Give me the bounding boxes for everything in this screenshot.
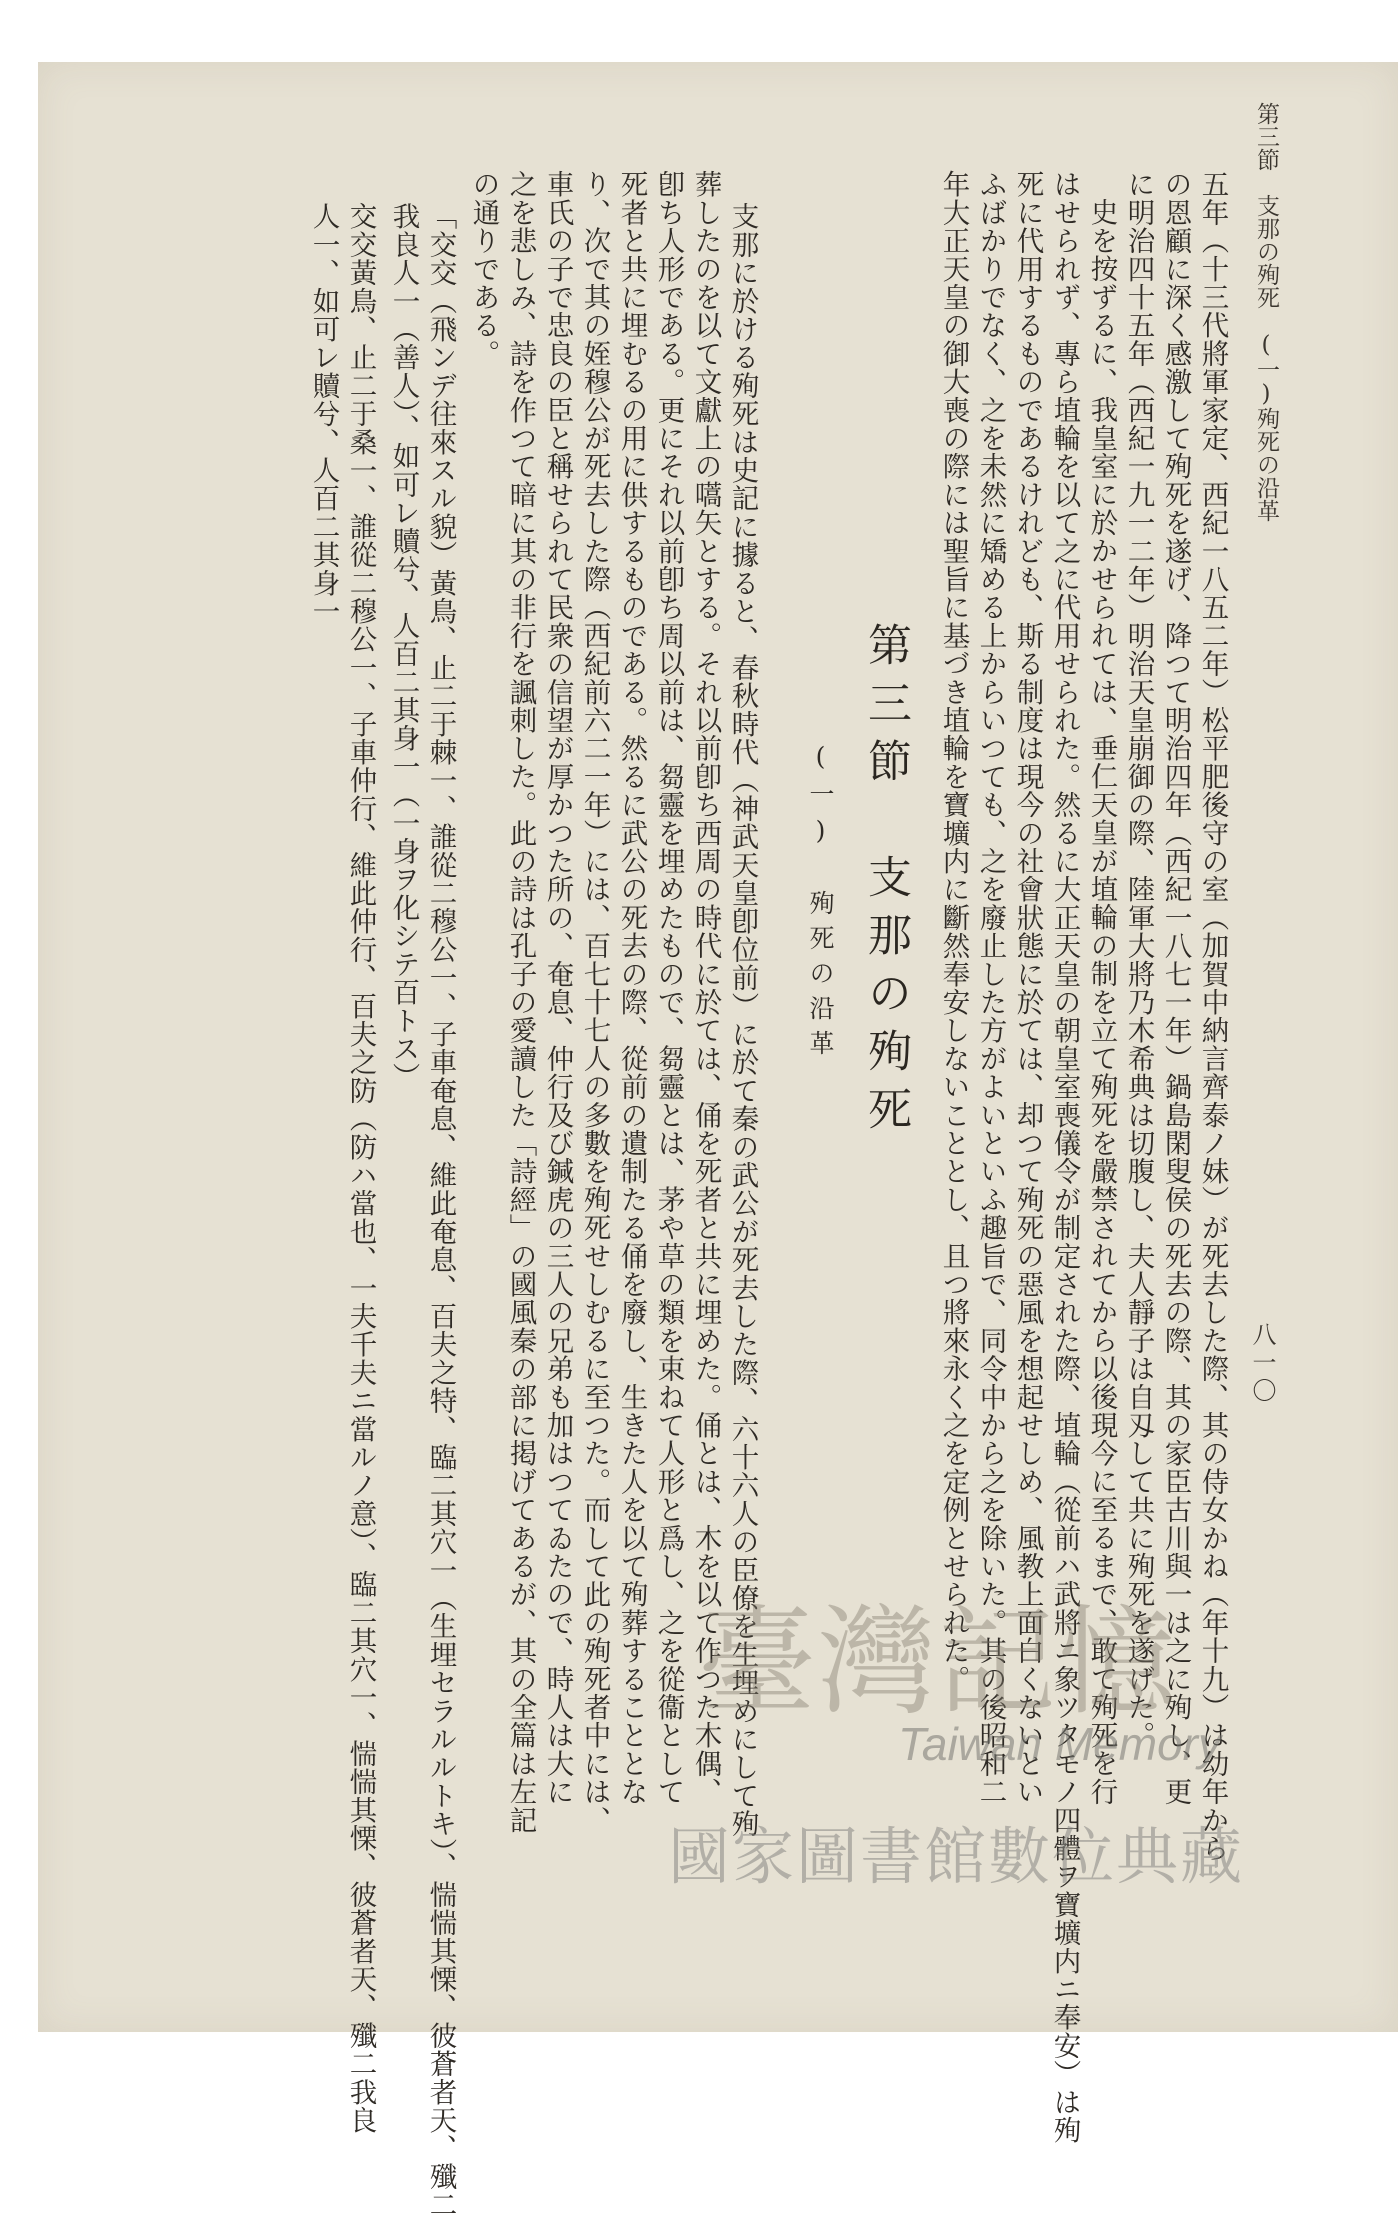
scanned-page xyxy=(38,62,1398,2219)
page-number: 八一〇 xyxy=(1248,1322,1276,1406)
body-column: 年大正天皇の御大喪の際には聖旨に基づき埴輪を寶壙内に斷然奉安しないこととし、且つ將來永く之を定例とせられた。 xyxy=(937,170,970,1693)
verse-column: 「交交（飛ンデ往來スル貌）黃鳥、止二于棘一、誰從二穆公一、子車奄息、維此奄息、百夫之特、臨二其穴一（生埋セラルルトキ）、惴惴其慄、彼蒼者天、殲二 xyxy=(424,202,457,2219)
running-header: 第三節 支那の殉死 (一)殉死の沿革 xyxy=(1253,102,1279,522)
body-column: 之を悲しみ、詩を作つて暗に其の非行を諷刺した。此の詩は孔子の愛讀した「詩經」の國風秦の部に掲げてあるが、其の全篇は左記 xyxy=(504,170,537,1834)
body-column: 車氏の子で忠良の臣と稱せられて民衆の信望が厚かつた所の、奄息、仲行及び鍼虎の三人の兄弟も加はつてゐたので、時人は大に xyxy=(541,170,574,1806)
body-column: 死者と共に埋むるの用に供するものである。然るに武公の死去の際、從前の遺制たる俑を廢し、生きた人を以て殉葬することとな xyxy=(615,170,648,1806)
body-column: 五年（十三代將軍家定、西紀一八五二年）松平肥後守の室（加賀中納言齊泰ノ妹）が死去した際、其の侍女かね（年十九）は幼年から xyxy=(1196,170,1229,1862)
verse-column: 人一、如可レ贖兮、人百二其身一 xyxy=(307,202,340,625)
body-column: ふばかりでなく、之を未然に矯める上からいつても、之を廢止した方がよいといふ趣旨で、同令中から之を除いた。其の後昭和二 xyxy=(974,170,1007,1806)
body-column: の通りである。 xyxy=(467,170,500,368)
verse-column: 交交黃鳥、止二于桑一、誰從二穆公一、子車仲行、維此仲行、百夫之防（防ハ當也、一夫千夫ニ當ルノ意）、臨二其穴一、惴惴其慄、彼蒼者天、殲二我良 xyxy=(344,202,377,2135)
body-column: 葬したのを以て文獻上の嚆矢とする。それ以前卽ち西周の時代に於ては、俑を死者と共に埋めた。俑とは、木を以て作つた木偶、 xyxy=(689,170,722,1806)
body-column: 支那に於ける殉死は史記に據ると、春秋時代（神武天皇卽位前）に於て秦の武公が死去した際、六十六人の臣僚を生埋めにして殉 xyxy=(726,202,759,1838)
watermark-english: Taiwan Memory xyxy=(898,1718,1221,1770)
body-column: 死に代用するものであるけれども、斯る制度は現今の社會狀態に於ては、却つて殉死の惡風を想起せしめ、風教上面白くないとい xyxy=(1011,170,1044,1806)
subsection-title: (一) 殉死の沿革 xyxy=(806,742,835,1065)
body-column: はせられず、專ら埴輪を以て之に代用せられた。然るに大正天皇の朝皇室喪儀令が制定された際、埴輪（從前ハ武將ニ象ツタモノ四體ヲ寶壙内ニ奉安）は殉 xyxy=(1048,170,1081,2144)
body-column: 卽ち人形である。更にそれ以前卽ち周以前は、芻靈を埋めたもので、芻靈とは、茅や草の類を束ねて人形と爲し、之を從衞として xyxy=(652,170,685,1806)
body-column: 史を按ずるに、我皇室に於かせられては、垂仁天皇が埴輪の制を立て殉死を嚴禁されてから以後現今に至るまで、敢て殉死を行 xyxy=(1085,198,1118,1806)
section-title: 第三節 支那の殉死 xyxy=(860,622,911,1144)
body-column: に明治四十五年（西紀一九一二年）明治天皇崩御の際、陸軍大將乃木希典は切腹し、夫人靜子は自刄して共に殉死を遂げた。 xyxy=(1122,170,1155,1750)
watermark-calligraphy: 臺灣記憶 xyxy=(698,1593,1179,1731)
verse-column: 我良人一（善人）、如可レ贖兮、人百二其身一（一身ヲ化シテ百トス） xyxy=(387,202,420,1091)
body-column: の恩顧に深く感激して殉死を遂げ、降つて明治四年（西紀一八七一年）鍋島閑叟侯の死去の際、其の家臣古川與一は之に殉し、更 xyxy=(1159,170,1192,1806)
watermark-library-name: 國家圖書館數位典藏 xyxy=(668,1820,1245,1893)
body-column: り、次で其の姪穆公が死去した際（西紀前六二一年）には、百七十七人の多數を殉死せしむるに至つた。而して此の殉死者中には、 xyxy=(578,170,611,1834)
watermark xyxy=(668,1567,1348,1987)
